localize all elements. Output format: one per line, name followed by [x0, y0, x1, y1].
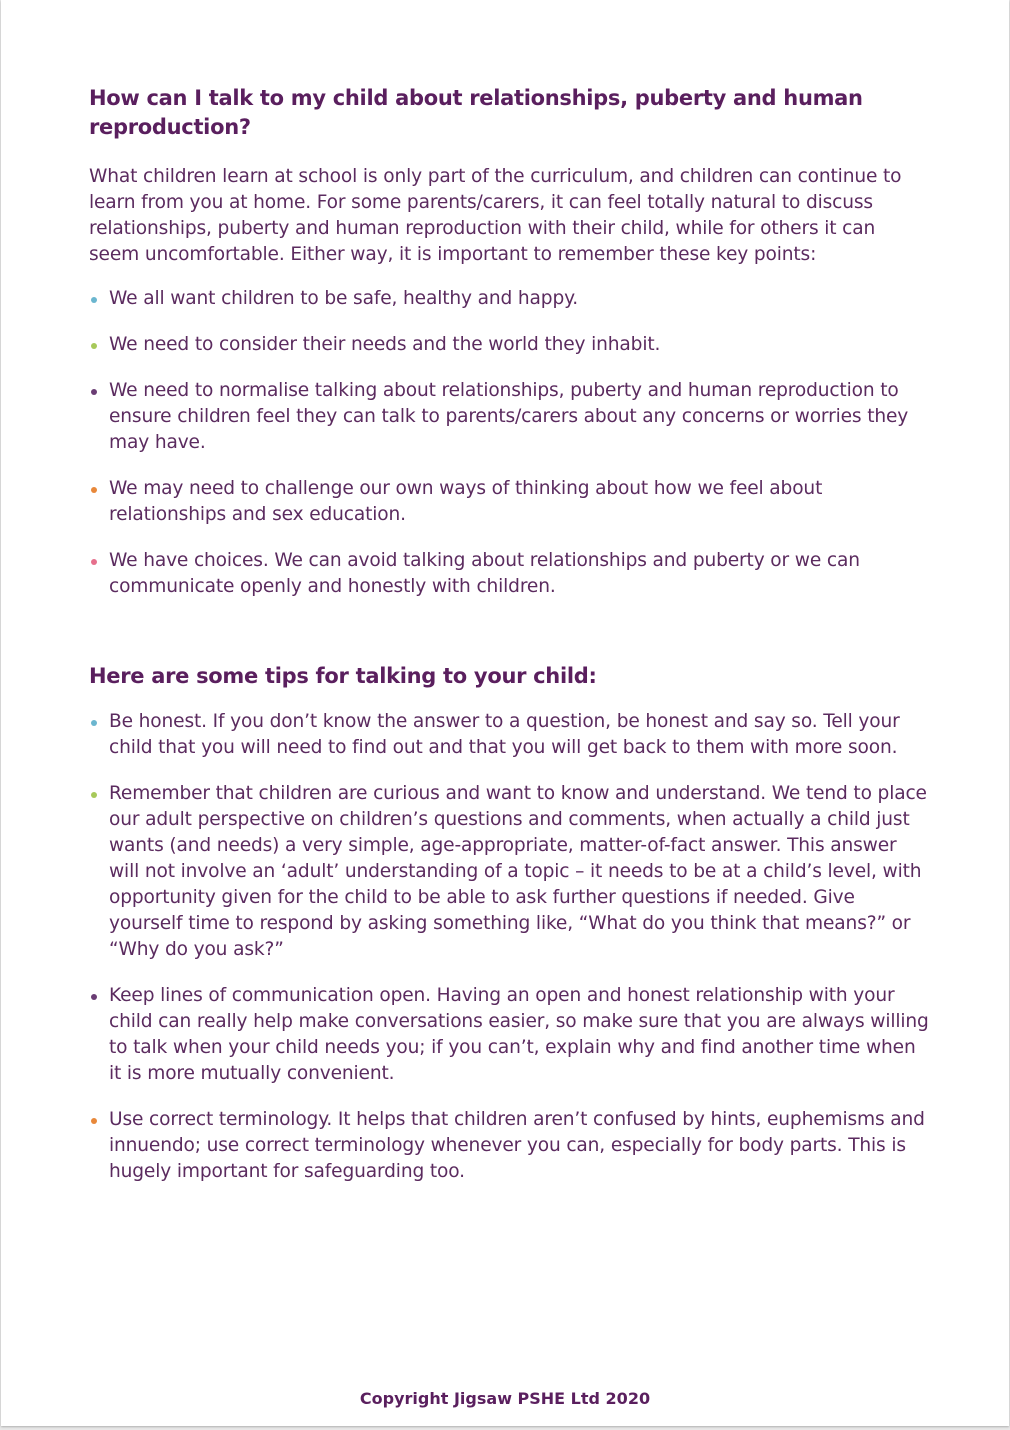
list-item-text: Remember that children are curious and want to know and understand. We tend to place our adult perspective on children’s questions and comments, when actually a child just wants (and needs) a very simple, age-appropriate, matter-of-fact answer. This answer will not involve an ‘adult’ understanding of a topic – it needs to be at a child’s level, with opportunity given for the child to be able to ask further questions if needed. Give yourself time to respond by asking something like, “What do you think that means?” or “Why do you ask?”	[109, 783, 927, 960]
section-heading-tips: Here are some tips for talking to your child:	[89, 664, 597, 688]
document-page	[1, 0, 1009, 1426]
list-item	[89, 548, 929, 600]
page-content	[89, 84, 929, 1185]
list-item	[89, 378, 929, 456]
bullet-dot-icon	[91, 487, 97, 493]
list-item-text: Keep lines of communication open. Having an open and honest relationship with your child can really help make conversations easier, so make sure that you are always willing to talk when your child needs you; if you can’t, explain why and find another time when it is more mutually convenient.	[109, 985, 929, 1084]
intro-paragraph: What children learn at school is only part of the curriculum, and children can continue to learn from you at home. For some parents/carers, it can feel totally natural to discuss relationships, puberty and human reproduction with their child, while for others it can seem uncomfortable. Either way, it is important to remember these key points:	[89, 166, 902, 265]
tips-list	[89, 709, 929, 1185]
bullet-dot-icon	[91, 343, 97, 349]
key-points-list	[89, 286, 929, 600]
bullet-dot-icon	[91, 559, 97, 565]
list-item	[89, 1107, 929, 1185]
list-item	[89, 781, 929, 963]
bullet-dot-icon	[91, 994, 97, 1000]
list-item-text: We all want children to be safe, healthy and happy.	[109, 288, 579, 309]
bullet-dot-icon	[91, 297, 97, 303]
bullet-dot-icon	[91, 389, 97, 395]
list-item-text: We have choices. We can avoid talking about relationships and puberty or we can communicate openly and honestly with children.	[109, 550, 860, 597]
list-item	[89, 332, 929, 358]
list-item-text: Be honest. If you don’t know the answer to a question, be honest and say so. Tell your child that you will need to find out and that you will get back to them with more soon.	[109, 711, 900, 758]
list-item-text: We may need to challenge our own ways of thinking about how we feel about relationships and sex education.	[109, 478, 823, 525]
list-item-text: We need to normalise talking about relationships, puberty and human reproduction to ensure children feel they can talk to parents/carers about any concerns or worries they may have.	[109, 380, 909, 453]
bullet-dot-icon	[91, 1118, 97, 1124]
list-item	[89, 286, 929, 312]
list-item	[89, 709, 929, 761]
section-heading-talking: How can I talk to my child about relationships, puberty and human reproduction?	[89, 86, 863, 139]
copyright-footer: Copyright Jigsaw PSHE Ltd 2020	[359, 1389, 651, 1408]
list-item	[89, 476, 929, 528]
bullet-dot-icon	[91, 792, 97, 798]
list-item	[89, 983, 929, 1087]
list-item-text: We need to consider their needs and the world they inhabit.	[109, 334, 661, 355]
list-item-text: Use correct terminology. It helps that children aren’t confused by hints, euphemisms and innuendo; use correct terminology whenever you can, especially for body parts. This is hugely important for safeguarding too.	[109, 1109, 925, 1182]
bullet-dot-icon	[91, 720, 97, 726]
